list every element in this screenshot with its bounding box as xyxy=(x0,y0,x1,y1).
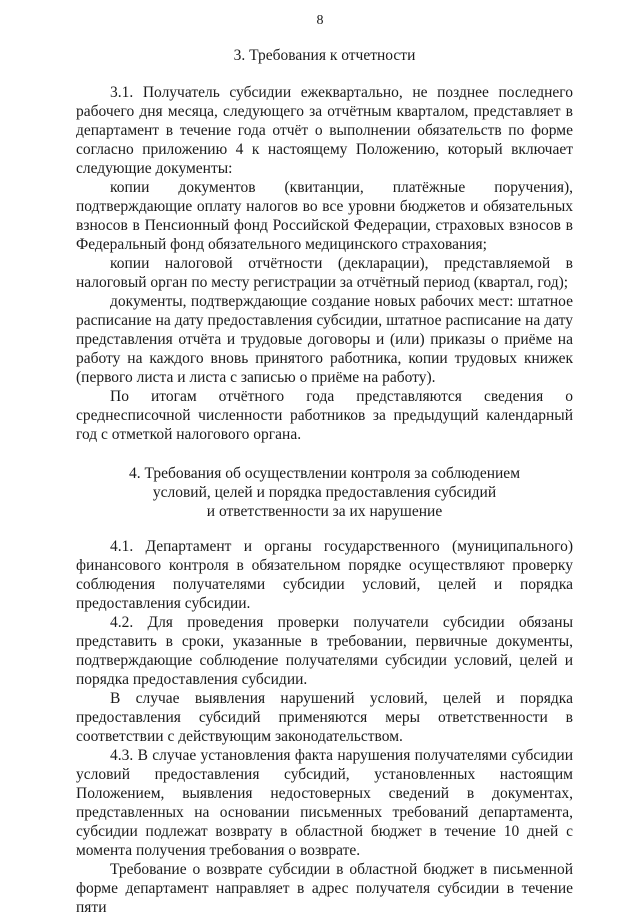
section-4-title-line-2: условий, целей и порядка предоставления субсидий xyxy=(152,484,497,501)
paragraph-4-2: 4.2. Для проведения проверки получатели субсидии обязаны представить в сроки, указанные в требовании, первичные документы, подтверждающие соблюдение получателями субсидии условий, целей и порядка предоставления субсидии. xyxy=(76,614,573,688)
paragraph-3-1-item-1: копии документов (квитанции, платёжные поручения), подтверждающие оплату налогов во все уровни бюджетов и обязательных взносов в Пенсионный фонд Российской Федерации, страховых взносов в Федеральный фонд обязательного медицинского страхования; xyxy=(76,179,573,253)
section-4-title-line-3: и ответственности за их нарушение xyxy=(206,503,443,520)
paragraph-3-1-item-2: копии налоговой отчётности (декларации), представляемой в налоговый орган по месту регистрации за отчётный период (квартал, год); xyxy=(76,255,573,291)
paragraph-3-annual: По итогам отчётного года представляются сведения о среднесписочной численности работников за предыдущий календарный год с отметкой налогового органа. xyxy=(76,388,573,443)
paragraph-4-3: 4.3. В случае установления факта нарушения получателями субсидии условий предоставления субсидий, установленных настоящим Положением, выявления недостоверных сведений в документах, представленных на основании письменных требований департамента, субсидии подлежат возврату в областной бюджет в течение 10 дней с момента получения требования о возврате. xyxy=(76,747,573,859)
paragraph-4-1: 4.1. Департамент и органы государственного (муниципального) финансового контроля в обязательном порядке осуществляют проверку соблюдения получателями субсидии условий, целей и порядка предоставления субсидии. xyxy=(76,538,573,612)
page-number: 8 xyxy=(316,13,324,28)
paragraph-3-1: 3.1. Получатель субсидии ежеквартально, не позднее последнего рабочего дня месяца, следующего за отчётным кварталом, представляет в департамент в течение года отчёт о выполнении обязательств по форме согласно приложению 4 к настоящему Положению, который включает следующие документы: xyxy=(76,84,573,177)
section-3-title: 3. Требования к отчетности xyxy=(233,47,416,64)
page-content xyxy=(76,46,573,917)
paragraph-4-3-return: Требование о возврате субсидии в областной бюджет в письменной форме департамент направляет в адрес получателя субсидии в течение пяти xyxy=(76,861,573,916)
paragraph-4-2-violations: В случае выявления нарушений условий, целей и порядка предоставления субсидий применяются меры ответственности в соответствии с действующим законодательством. xyxy=(76,690,573,745)
section-4-title xyxy=(76,464,573,521)
section-4-title-line-1: 4. Требования об осуществлении контроля за соблюдением xyxy=(128,465,520,482)
paragraph-3-1-item-3: документы, подтверждающие создание новых рабочих мест: штатное расписание на дату предоставления субсидии, штатное расписание на дату представления отчёта и трудовые договоры и (или) приказы о приёме на работу на каждого вновь принятого работника, копии трудовых книжек (первого листа и листа с записью о приёме на работу). xyxy=(76,293,573,386)
